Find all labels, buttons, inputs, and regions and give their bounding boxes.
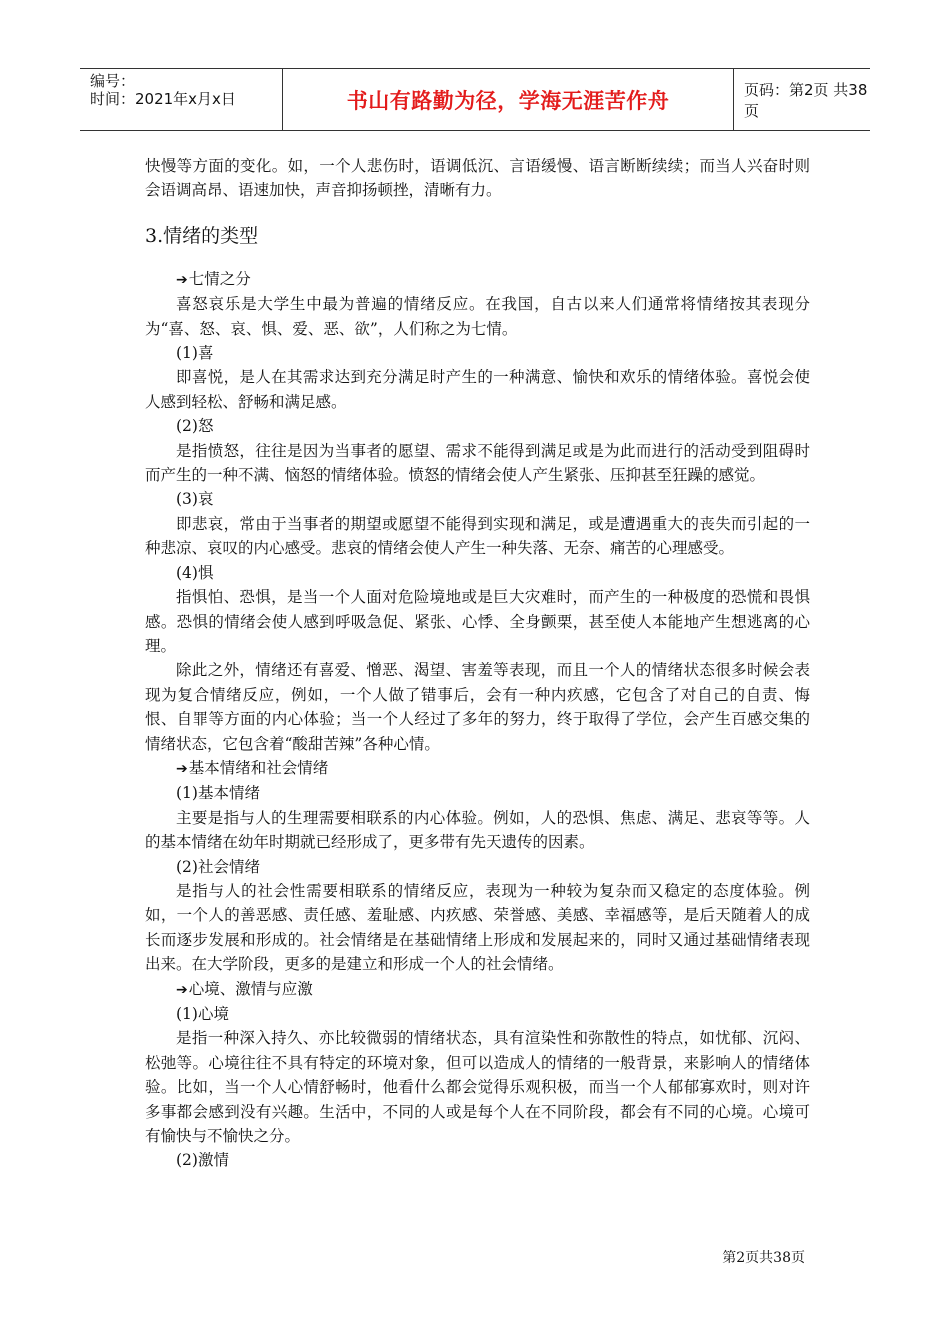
section-title: 3.情绪的类型 (145, 224, 259, 247)
subheading: (2)怒 (176, 417, 214, 436)
motto: 书山有路勤为径，学海无涯苦作舟 (282, 69, 734, 130)
time-label: 时间：2021年x月x日 (90, 90, 236, 108)
subheading: (4)惧 (176, 563, 214, 582)
subheading: (2)激情 (176, 1151, 229, 1170)
arrow-icon: ➔ (176, 981, 188, 998)
bullet-label: 基本情绪和社会情绪 (188, 758, 329, 777)
paragraph: 是指与人的社会性需要相联系的情绪反应，表现为一种较为复杂而又稳定的态度体验。例如，一个人的善恶感、责任感、羞耻感、内疚感、荣誉感、美感、幸福感等，是后天随着人的成长而逐步发展和形成的。社会情绪是在基础情绪上形成和发展起来的，同时又通过基础情绪表现出来。在大学阶段，更多的是建立和形成一个人的社会情绪。 (145, 881, 810, 974)
header-meta (80, 69, 282, 130)
subheading: (1)心境 (176, 1005, 229, 1023)
bullet-mood-passion-stress (145, 977, 810, 1002)
bullet-label: 心境、激情与应激 (188, 979, 313, 998)
paragraph: 即喜悦，是人在其需求达到充分满足时产生的一种满意、愉快和欢乐的情绪体验。喜悦会使人感到轻松、舒畅和满足感。 (145, 368, 810, 411)
subheading: (1)喜 (176, 344, 214, 363)
header-table (80, 68, 870, 131)
paragraph: 喜怒哀乐是大学生中最为普遍的情绪反应。在我国，自古以来人们通常将情绪按其表现分为“喜、怒、哀、惧、爱、恶、欲”，人们称之为七情。 (145, 295, 810, 338)
subheading: (2)社会情绪 (176, 857, 260, 876)
arrow-icon: ➔ (176, 760, 188, 777)
intro-paragraph: 快慢等方面的变化。如，一个人悲伤时，语调低沉、言语缓慢、语言断断续续；而当人兴奋时则会语调高昂、语速加快，声音抑扬顿挫，清晰有力。 (145, 157, 810, 200)
paragraph: 除此之外，情绪还有喜爱、憎恶、渴望、害羞等表现，而且一个人的情绪状态很多时候会表现为复合情绪反应，例如，一个人做了错事后，会有一种内疚感，它包含了对自己的自责、悔恨、自罪等方面的内心体验；当一个人经过了多年的努力，终于取得了学位，会产生百感交集的情绪状态，它包含着“酸甜苦辣”各种心情。 (145, 661, 810, 753)
bullet-seven-emotions (145, 267, 810, 292)
bullet-label: 七情之分 (188, 269, 251, 288)
paragraph: 主要是指与人的生理需要相联系的内心体验。例如，人的恐惧、焦虑、满足、悲哀等等。人的基本情绪在幼年时期就已经形成了，更多带有先天遗传的因素。 (145, 808, 810, 852)
page-label: 页码：第2页 共38页 (744, 80, 868, 120)
page-footer: 第2页共38页 (722, 1250, 805, 1266)
arrow-icon: ➔ (176, 271, 188, 288)
bullet-basic-social (145, 756, 810, 781)
paragraph: 指惧怕、恐惧，是当一个人面对危险境地或是巨大灾难时，而产生的一种极度的恐慌和畏惧感。恐惧的情绪会使人感到呼吸急促、紧张、心悸、全身颤栗，甚至使人本能地产生想逃离的心理。 (145, 588, 810, 655)
document-body (145, 154, 810, 1173)
paragraph: 是指愤怒，往往是因为当事者的愿望、需求不能得到满足或是为此而进行的活动受到阻碍时而产生的一种不满、恼怒的情绪体验。愤怒的情绪会使人产生紧张、压抑甚至狂躁的感觉。 (145, 441, 810, 485)
paragraph: 是指一种深入持久、亦比较微弱的情绪状态，具有渲染性和弥散性的特点，如忧郁、沉闷、松弛等。心境往往不具有特定的环境对象，但可以造成人的情绪的一般背景，来影响人的情绪体验。比如，当一个人心情舒畅时，他看什么都会觉得乐观积极，而当一个人郁郁寡欢时，则对许多事都会感到没有兴趣。生活中，不同的人或是每个人在不同阶段，都会有不同的心境。心境可有愉快与不愉快之分。 (145, 1029, 810, 1146)
subheading: (1)基本情绪 (176, 784, 260, 803)
subheading: (3)哀 (176, 490, 214, 509)
number-label: 编号： (90, 72, 136, 90)
paragraph: 即悲哀，常由于当事者的期望或愿望不能得到实现和满足，或是遭遇重大的丧失而引起的一种悲凉、哀叹的内心感受。悲哀的情绪会使人产生一种失落、无奈、痛苦的心理感受。 (145, 514, 810, 558)
